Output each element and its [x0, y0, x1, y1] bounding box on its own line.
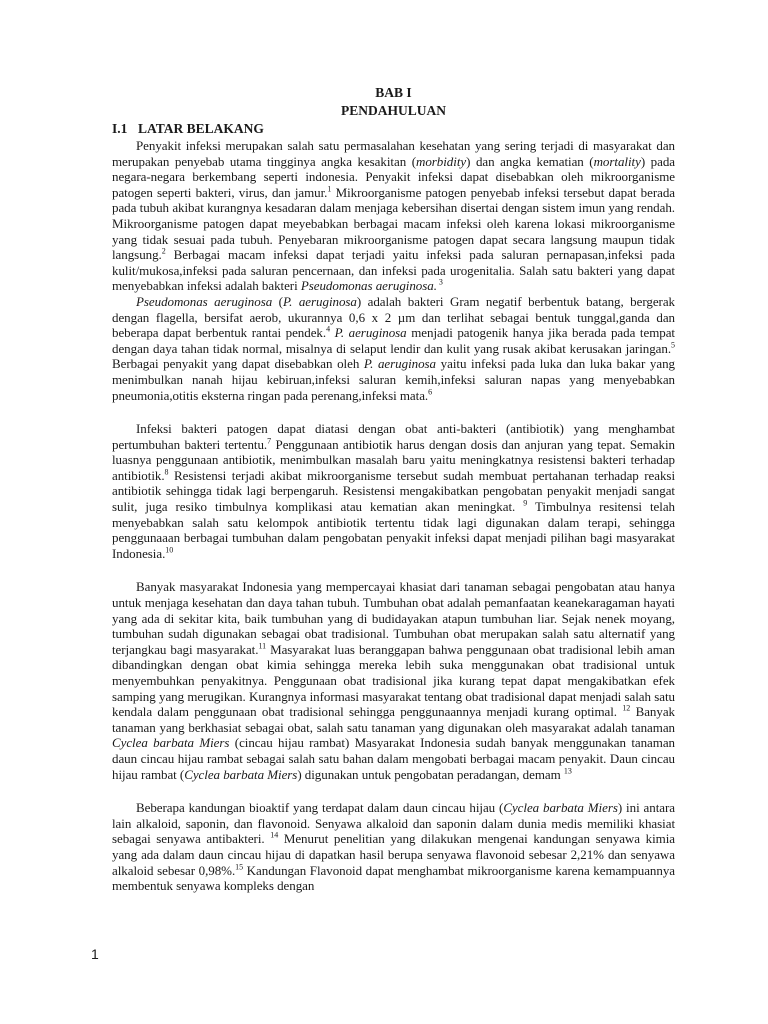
footnote-ref: 1: [327, 184, 332, 194]
text-run: Timbulnya resitensi telah menyebabkan salah satu kelompok antibiotik tertentu tidak lagi digunakan dalam terapi, sehingga penggunaaan berbagai tumbuhan dalam pengobatan penyakit infeksi dapat menjadi pilihan bagi masyarakat Indonesia.: [112, 499, 675, 561]
text-run: Menurut penelitian yang dilakukan mengenai kandungan senyawa kimia yang ada dalam daun cincau hijau di dapatkan hasil berupa senyawa flavonoid sebesar 2,21% dan senyawa alkaloid sebesar 0,98%.: [112, 831, 675, 878]
page-number: 1: [91, 946, 99, 962]
footnote-ref: 5: [671, 340, 675, 350]
paragraph: [112, 579, 675, 782]
italic-term: Pseudomonas aeruginosa: [136, 293, 273, 309]
text-run: ) digunakan untuk pengobatan peradangan, demam: [297, 766, 564, 782]
text-run: Berbagai macam infeksi dapat terjadi yaitu infeksi pada saluran pernapasan,infeksi pada kulit/mukosa,infeksi pada saluran pencernaan, dan infeksi pada urogenitalia. Salah satu bakteri yang dapat menyebabkan infeksi adalah bakteri: [112, 247, 675, 294]
footnote-ref: 12: [622, 703, 631, 713]
text-run: Berbagai penyakit yang dapat disebabkan oleh: [112, 356, 364, 372]
section-heading: [112, 120, 675, 138]
text-run: (: [272, 293, 283, 309]
text-run: Beberapa kandungan bioaktif yang terdapat dalam daun cincau hijau (: [136, 800, 504, 816]
footnote-ref: 8: [164, 467, 169, 477]
italic-term: Cyclea barbata Miers: [184, 766, 298, 782]
footnote-ref: 10: [165, 545, 174, 555]
text-run: Banyak masyarakat Indonesia yang mempercayai khasiat dari tanaman sebagai pengobatan atau hanya untuk menjaga kesehatan dan daya tahan tubuh. Tumbuhan obat adalah pemanfaatan keanekaragaman hayati yang ada di sekitar kita, baik tumbuhan yang di budidayakan atapun tumbuhan liar. Sejak nenek moyang, tumbuhan sudah digunakan sebagai obat tradisional. Tumbuhan obat merupakan salah satu alternatif yang terjangkau bagi masyarakat.: [112, 579, 675, 657]
footnote-ref: 14: [270, 831, 279, 841]
text-run: Infeksi bakteri patogen dapat diatasi dengan obat anti-bakteri (antibiotik) yang menghambat pertumbuhan bakteri tertentu.: [112, 421, 675, 452]
italic-term: Cyclea barbata Miers: [503, 800, 618, 816]
text-run: Kandungan Flavonoid dapat menghambat mikroorganisme karena kemampuannya membentuk senyawa kompleks dengan: [112, 862, 676, 894]
italic-term: Cyclea barbata Miers: [112, 735, 230, 751]
chapter-title: PENDAHULUAN: [340, 103, 446, 118]
footnote-ref: 9: [523, 498, 528, 508]
italic-term: Pseudomonas aeruginosa.: [300, 278, 437, 294]
section-title: LATAR BELAKANG: [138, 121, 264, 136]
paragraph: [112, 800, 675, 894]
text-run: Mikroorganisme patogen penyebab infeksi tersebut dapat berada pada tubuh akibat kurangnya kesadaran dalam menjaga kebersihan disertai dengan sistem imun yang rendah. Mikroorganisme patogen dapat meyebabkan berbagai macam infeksi oleh karena lokasi mikroorganisme yang tidak sesuai pada tubuh. Penyebaran mikroorganisme patogen dapat secara langsung maupun tidak langsung.: [112, 184, 675, 263]
chapter-label: BAB I: [375, 85, 412, 100]
text-run: (cincau hijau rambat) Masyarakat Indonesia sudah banyak menggunakan tanaman daun cincau hijau rambat sebagai salah satu bahan dalam mengobati berbagai macam penyakit. Daun cincau hijau rambat (: [112, 735, 676, 782]
italic-term: P. aeruginosa: [334, 325, 407, 341]
document-page: [112, 84, 675, 894]
footnote-ref: 3: [436, 278, 443, 288]
paragraph: [112, 421, 675, 561]
footnote-ref: 6: [428, 387, 433, 397]
footnote-ref: 7: [267, 436, 272, 446]
text-run: Resistensi terjadi akibat mikroorganisme tersebut sudah membuat pertahanan terhadap reaksi antibiotik sehingga tidak lagi berpengaruh. Resistensi mengakibatkan pengobatan penyakit menjadi sangat sulit, juga resiko timbulnya komplikasi atau kematian akan meningkat.: [112, 467, 675, 515]
footnote-ref: 11: [258, 641, 267, 651]
text-run: ) dan angka kematian (: [466, 153, 594, 169]
text-run: Banyak tanaman yang berkhasiat sebagai obat, salah satu tanaman yang digunakan oleh masyarakat adalah tanaman: [112, 704, 675, 735]
footnote-ref: 4: [326, 324, 331, 334]
italic-term: mortality: [593, 153, 641, 169]
footnote-ref: 15: [235, 862, 244, 872]
text-run: ) adalah bakteri Gram negatif berbentuk batang, bergerak dengan flagella, bersifat aerob, ukurannya 0,6 x 2 µm dan terlihat sebagai bentuk tunggal,ganda dan beberapa dapat berbentuk rantai pendek.: [112, 293, 675, 341]
section-number: I.1: [112, 121, 128, 136]
text-run: yaitu infeksi pada luka dan luka bakar yang menimbulkan nanah hijau kebiruan,infeksi saluran kemih,infeksi saluran napas yang menyebabkan pneumonia,otitis eksterna ringan pada perenang,infeksi mata.: [112, 356, 675, 403]
paragraph: [112, 294, 675, 403]
paragraph: [112, 138, 675, 294]
text-run: menjadi patogenik hanya jika berada pada tempat dengan daya tahan tidak normal, misalnya di selaput lendir dan kulit yang rusak akibat kerusakan jaringan.: [112, 325, 675, 356]
italic-term: P. aeruginosa: [363, 356, 436, 372]
footnote-ref: 2: [161, 246, 166, 256]
italic-term: P. aeruginosa: [282, 293, 357, 309]
text-run: ) ini antara lain alkaloid, saponin, dan flavonoid. Senyawa alkaloid dan saponin dalam dunia medis memiliki khasiat sebagai senyawa antibakteri.: [112, 800, 675, 847]
text-run: Penggunaan antibiotik harus dengan dosis dan anjuran yang tepat. Semakin luasnya penggunaan antibiotik, menimbulkan masalah baru yaitu meningkatnya resistensi bakteri terhadap antibiotik.: [112, 436, 675, 483]
text-run: ) pada negara-negara berkembang seperti indonesia. Penyakit infeksi dapat disebabkan oleh mikroorganisme patogen seperti bakteri, virus, dan jamur.: [112, 153, 675, 200]
italic-term: morbidity: [416, 153, 467, 169]
text-run: Masyarakat luas beranggapan bahwa penggunaan obat tradisional lebih aman dibandingkan dengan obat kimia sehingga mereka lebih suka menggunakan obat tradisional untuk menyembuhkan penyakitnya. Penggunaan obat tradisional jika kurang tepat dapat mengakibatkan efek samping yang merugikan. Kurangnya informasi masyarakat tentang obat tradisional dapat menjadi salah satu kendala dalam penggunaan obat tradisional sehingga penggunaannya menjadi kurang optimal.: [112, 641, 676, 720]
text-run: Penyakit infeksi merupakan salah satu permasalahan kesehatan yang sering terjadi di masyarakat dan merupakan penyebab utama tingginya angka kesakitan (: [112, 138, 675, 169]
footnote-ref: 13: [563, 766, 572, 776]
